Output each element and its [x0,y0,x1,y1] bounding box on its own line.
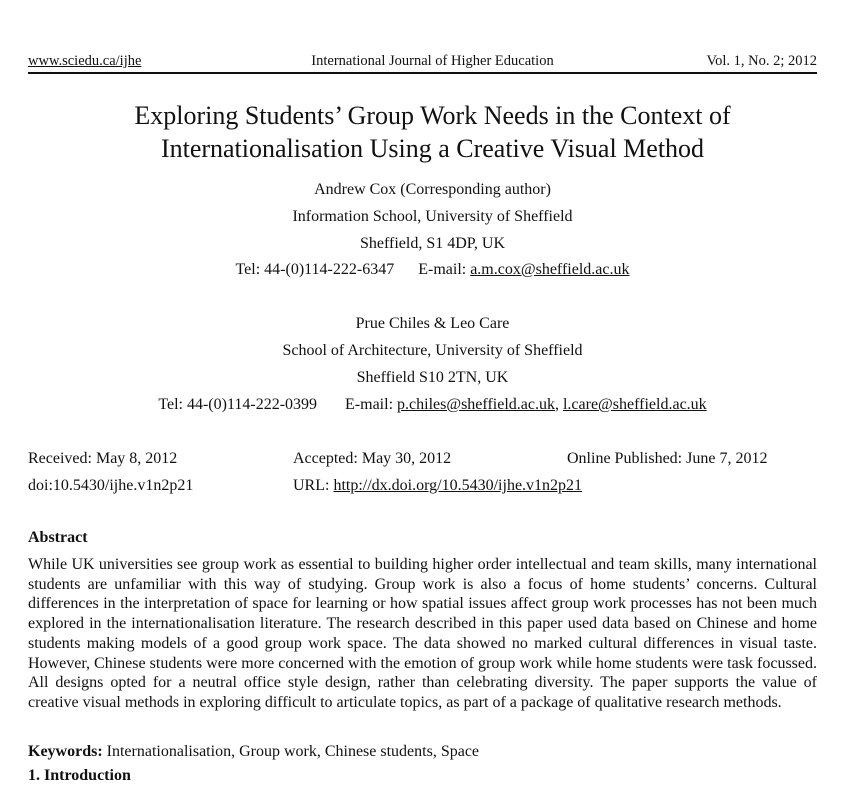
doi-url [293,477,582,495]
doi: doi:10.5430/ijhe.v1n2p21 [28,477,194,494]
title-line-2: Internationalisation Using a Creative Visual Method [160,134,705,163]
author2-email-link-2[interactable]: l.care@sheffield.ac.uk [562,396,707,413]
header-rule [28,72,817,74]
author2-address: Sheffield S10 2TN, UK [356,369,509,386]
author1-address: Sheffield, S1 4DP, UK [359,235,506,252]
author2-name: Prue Chiles & Leo Care [355,315,510,332]
journal-name: International Journal of Higher Education [311,53,554,69]
author2-email-label: E-mail: [345,396,394,413]
paper-title [0,99,865,165]
volume-info: Vol. 1, No. 2; 2012 [706,53,817,69]
author1-email-label: E-mail: [418,261,467,278]
url-label: URL: [293,477,330,494]
author2-email-link-1[interactable]: p.chiles@sheffield.ac.uk [397,396,555,413]
author1-email-link[interactable]: a.m.cox@sheffield.ac.uk [470,261,630,278]
keywords-label: Keywords: [28,743,103,760]
title-line-1: Exploring Students’ Group Work Needs in the Context of [134,101,731,130]
section-heading-introduction: 1. Introduction [28,767,131,784]
author2-tel: Tel: 44-(0)114-222-0399 [158,396,318,413]
accepted-date: Accepted: May 30, 2012 [293,450,452,467]
keywords-text: Internationalisation, Group work, Chinese students, Space [106,743,480,760]
published-date: Online Published: June 7, 2012 [567,450,768,467]
author2-affiliation: School of Architecture, University of Sheffield [282,342,583,359]
doi-url-link[interactable]: http://dx.doi.org/10.5430/ijhe.v1n2p21 [333,477,583,494]
email-separator: , [554,396,559,413]
abstract-text: While UK universities see group work as essential to building higher order intellectual and team skills, many international students are unfamiliar with this way of studying. Group work is also a focus of home students’ concerns. Cultural differences in the interpretation of space for learning or how spatial issues affect group work processes has not been much explored in the internationalisation literature. The research described in this paper used data based on Chinese and home students making models of a good group work space. The data showed no marked cultural differences in visual taste. However, Chinese students were more concerned with the emotion of group work while home students were task focussed. All designs opted for a neutral office style design, rather than celebrating diversity. The paper supports the value of creative visual methods in exploring difficult to articulate topics, as part of a package of qualitative research methods. [28,556,817,711]
author2-contact [0,396,865,414]
author1-contact [0,261,865,279]
author1-tel: Tel: 44-(0)114-222-6347 [235,261,395,278]
journal-url[interactable]: www.sciedu.ca/ijhe [28,53,142,69]
abstract-heading: Abstract [28,529,88,546]
author1-name: Andrew Cox (Corresponding author) [314,181,551,198]
keywords [28,743,479,761]
received-date: Received: May 8, 2012 [28,450,178,467]
author1-affiliation: Information School, University of Sheffield [292,208,573,225]
